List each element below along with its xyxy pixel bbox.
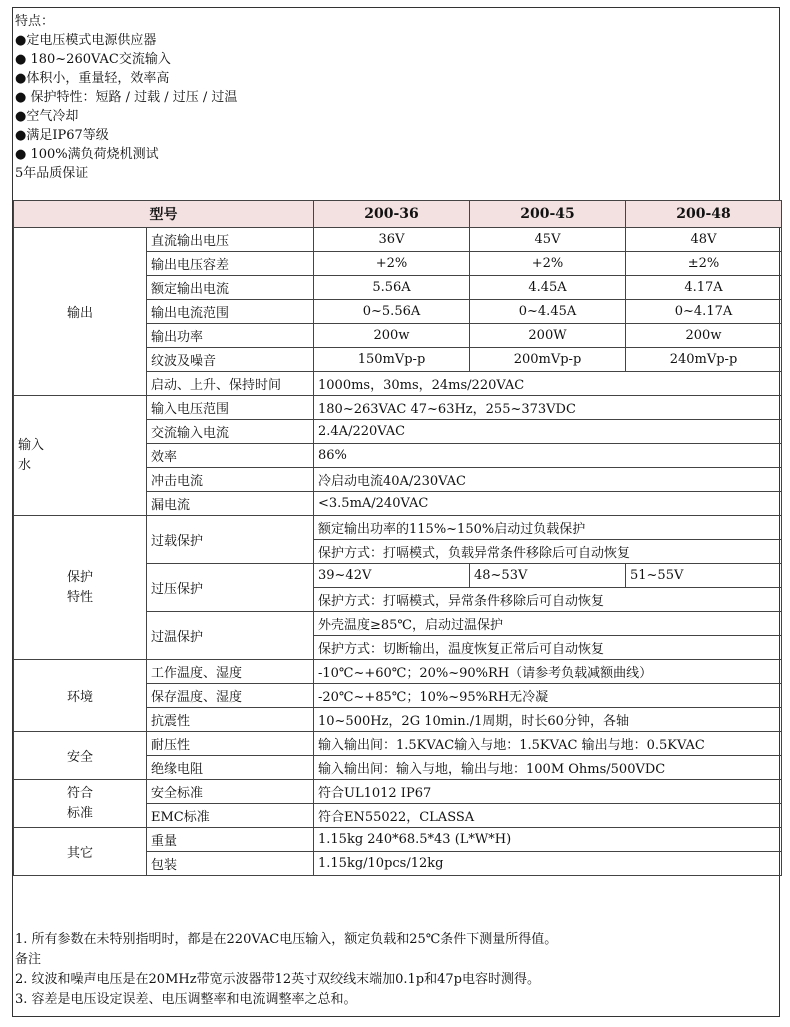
cell: <3.5mA/240VAC [314,492,782,516]
cell: 符合EN55022，CLASSA [314,804,782,828]
feature-item: ● 保护特性：短路 / 过载 / 过压 / 过温 [15,90,238,105]
header-model-2: 200-45 [470,201,626,228]
row-label: 工作温度、湿度 [147,660,314,684]
feature-item: 5年品质保证 [15,166,89,181]
table-row [14,732,782,756]
group-input [14,396,147,516]
feature-item: ●满足IP67等级 [15,128,109,143]
cell: 输入输出间：1.5KVAC输入与地：1.5KVAC 输出与地：0.5KVAC [314,732,782,756]
header-model: 型号 [14,201,314,228]
row-label: 绝缘电阻 [147,756,314,780]
cell: 符合UL1012 IP67 [314,780,782,804]
cell: 86% [314,444,782,468]
row-label: 直流输出电压 [147,228,314,252]
group-other: 其它 [14,828,147,876]
row-label: 输出功率 [147,324,314,348]
table-row [14,228,782,252]
table-row [14,516,782,540]
cell: 45V [470,228,626,252]
cell: 48~53V [469,564,625,587]
row-label: 抗震性 [147,708,314,732]
note-line: 备注 [15,952,42,967]
row-label: 包装 [147,852,314,876]
row-label: 效率 [147,444,314,468]
cell: 36V [314,228,470,252]
cell: 保护方式：切断输出，温度恢复正常后可自动恢复 [314,636,782,660]
row-label: 启动、上升、保持时间 [147,372,314,396]
cell: 200mVp-p [470,348,626,372]
cell: 200w [314,324,470,348]
group-compliance [14,780,147,828]
cell: 4.45A [470,276,626,300]
cell: 1.15kg/10pcs/12kg [314,852,782,876]
row-label: 保存温度、湿度 [147,684,314,708]
row-label: 输入电压范围 [147,396,314,420]
row-label: 安全标准 [147,780,314,804]
row-label: 漏电流 [147,492,314,516]
cell: 48V [626,228,782,252]
notes [15,930,557,1010]
cell: -20℃~+85℃；10%~95%RH无冷凝 [314,684,782,708]
cell: 0~4.45A [470,300,626,324]
row-label: 过温保护 [147,612,314,660]
cell: 冷启动电流40A/230VAC [314,468,782,492]
cell: 10~500Hz，2G 10min./1周期，时长60分钟，各轴 [314,708,782,732]
header-model-1: 200-36 [314,201,470,228]
header-model-3: 200-48 [626,201,782,228]
cell: 1000ms，30ms，24ms/220VAC [314,372,782,396]
group-protection-label: 保护 特性 [66,569,93,605]
group-output: 输出 [14,228,147,396]
feature-item: ●体积小，重量轻，效率高 [15,71,170,86]
cell: 51~55V [625,564,781,587]
feature-item: ●定电压模式电源供应器 [15,33,157,48]
cell: 额定输出功率的115%~150%启动过负载保护 [314,516,782,540]
spec-sheet [12,7,780,1017]
cell: 2.4A/220VAC [314,420,782,444]
cell: 5.56A [314,276,470,300]
features-list [15,12,237,183]
cell: +2% [470,252,626,276]
cell: -10℃~+60℃；20%~90%RH（请参考负载减额曲线） [314,660,782,684]
cell: 240mVp-p [626,348,782,372]
table-row [14,660,782,684]
note-line: 1. 所有参数在未特别指明时，都是在220VAC电压输入，额定负载和25℃条件下测量所得值。 [15,932,558,947]
group-input-label: 输入 水 [18,437,45,473]
cell: 180~263VAC 47~63Hz，255~373VDC [314,396,782,420]
row-label: 输出电压容差 [147,252,314,276]
table-row [14,828,782,852]
cell: 4.17A [626,276,782,300]
table-header [14,201,782,228]
cell: 150mVp-p [314,348,470,372]
cell: 输入输出间：输入与地，输出与地：100M Ohms/500VDC [314,756,782,780]
table-row [14,396,782,420]
feature-item: ● 100%满负荷烧机测试 [15,147,159,162]
feature-item: ● 180~260VAC交流输入 [15,52,171,67]
cell: 200W [470,324,626,348]
group-safety: 安全 [14,732,147,780]
feature-item: ●空气冷却 [15,109,79,124]
note-line: 2. 纹波和噪声电压是在20MHz带宽示波器带12英寸双绞线末端加0.1p和47p电容时测得。 [15,972,540,987]
row-label: 冲击电流 [147,468,314,492]
cell: 1.15kg 240*68.5*43 (L*W*H) [314,828,782,852]
cell [314,564,782,588]
row-label: 耐压性 [147,732,314,756]
cell: +2% [314,252,470,276]
row-label: 过载保护 [147,516,314,564]
cell: 0~4.17A [626,300,782,324]
row-label: 纹波及噪音 [147,348,314,372]
row-label: 过压保护 [147,564,314,612]
row-label: EMC标准 [147,804,314,828]
cell: 200w [626,324,782,348]
cell: 外壳温度≥85℃，启动过温保护 [314,612,782,636]
cell: ±2% [626,252,782,276]
row-label: 交流输入电流 [147,420,314,444]
cell: 保护方式：打嗝模式，异常条件移除后可自动恢复 [314,588,782,612]
row-label: 额定输出电流 [147,276,314,300]
row-label: 重量 [147,828,314,852]
features-title: 特点： [15,14,55,29]
cell: 0~5.56A [314,300,470,324]
cell: 保护方式：打嗝模式，负载异常条件移除后可自动恢复 [314,540,782,564]
row-label: 输出电流范围 [147,300,314,324]
group-environment: 环境 [14,660,147,732]
cell: 39~42V [318,568,372,583]
group-compliance-label: 符合 标准 [66,785,93,821]
group-protection [14,516,147,660]
table-row [14,780,782,804]
spec-table [13,200,782,876]
note-line: 3. 容差是电压设定误差、电压调整率和电流调整率之总和。 [15,992,357,1007]
